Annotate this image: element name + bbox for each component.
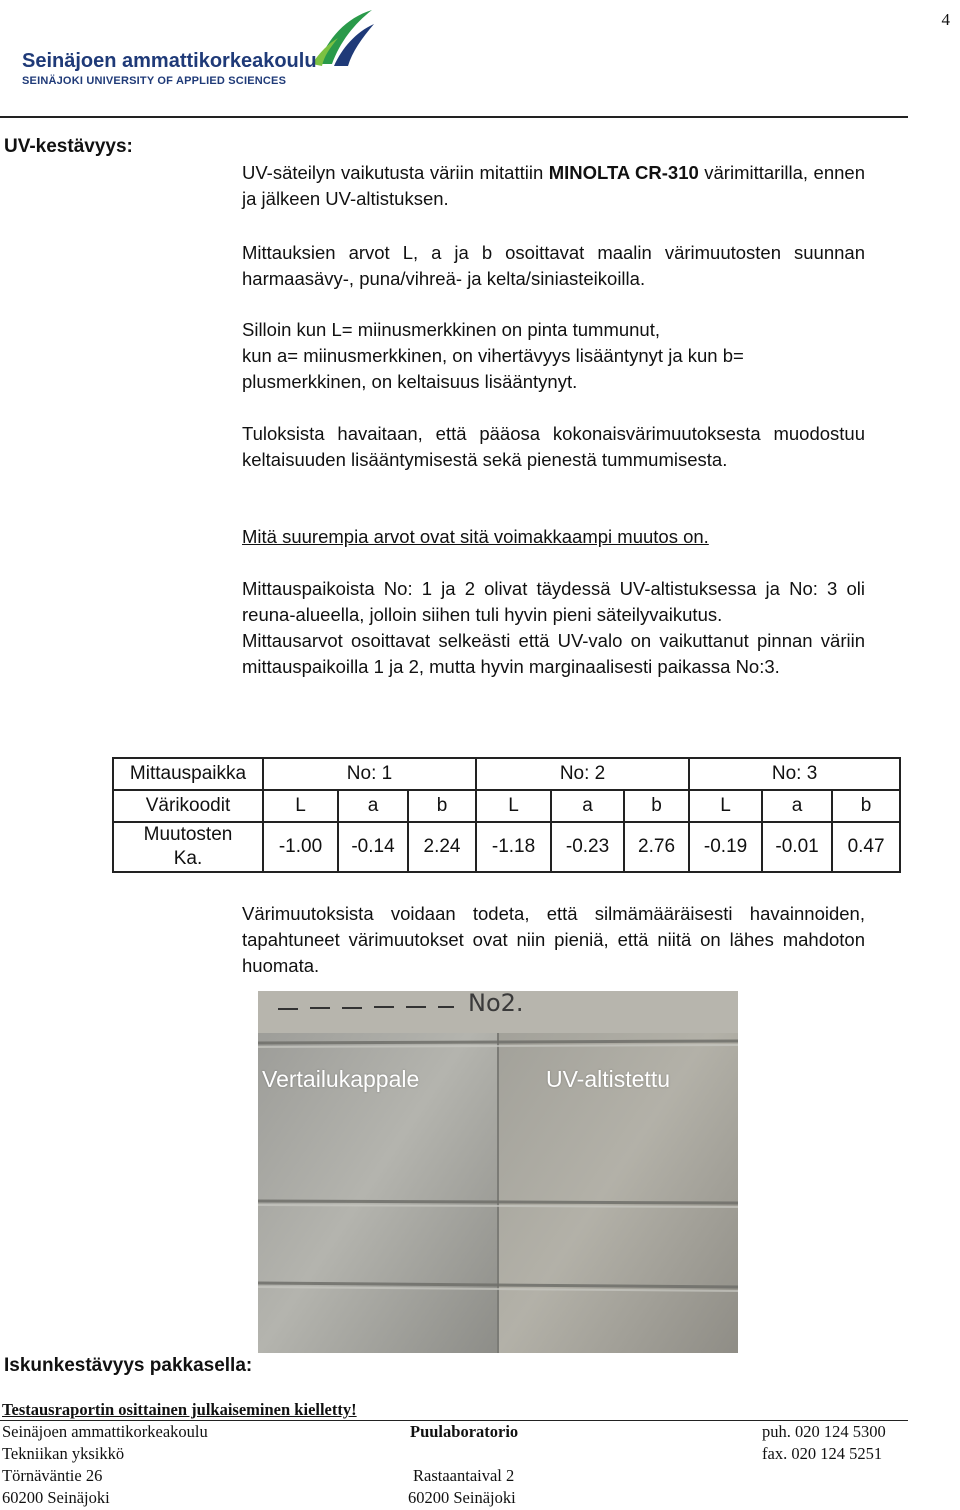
code-cell: L xyxy=(263,790,338,822)
color-change-table xyxy=(112,757,901,873)
impact-heading: Iskunkestävyys pakkasella: xyxy=(4,1355,253,1376)
footer-unit: Tekniikan yksikkö xyxy=(2,1444,125,1463)
footer-lab-postal: 60200 Seinäjoki xyxy=(408,1488,516,1507)
value-cell: 0.47 xyxy=(832,822,900,872)
footer-lab-street: Rastaantaival 2 xyxy=(413,1466,515,1485)
place-label: Mittauspaikka xyxy=(113,758,263,790)
change-label-line-1: Muutosten xyxy=(143,824,233,845)
uv-heading: UV-kestävyys: xyxy=(4,136,133,157)
value-cell: -1.18 xyxy=(476,822,551,872)
uv-paragraph-3 xyxy=(242,317,865,395)
value-cell: -0.14 xyxy=(338,822,408,872)
code-cell: a xyxy=(762,790,832,822)
panel-photo-image xyxy=(258,991,738,1353)
value-cell: 2.24 xyxy=(408,822,476,872)
logo-subtitle: SEINÄJOKI UNIVERSITY OF APPLIED SCIENCES xyxy=(22,75,287,87)
p7-text: Mittausarvot osoittavat selkeästi että UV-valo on vaikuttanut pinnan väriin mittauspaikoilla 1 ja 2, mutta hyvin marginaalisesti paikassa No:3. xyxy=(242,630,865,677)
p1-text-end: värimittarilla, ennen ja jälkeen UV-altistuksen. xyxy=(242,162,865,209)
footer-postal: 60200 Seinäjoki xyxy=(2,1488,110,1507)
logo-name: Seinäjoen ammattikorkeakoulu xyxy=(22,50,317,72)
instrument-name: MINOLTA CR-310 xyxy=(548,162,699,183)
footer-fax: fax. 020 124 5251 xyxy=(762,1444,883,1463)
table-row-codes xyxy=(113,790,900,822)
value-cell: -1.00 xyxy=(263,822,338,872)
footer-divider xyxy=(0,1420,908,1421)
code-cell: b xyxy=(832,790,900,822)
p6-text: Mittauspaikoista No: 1 ja 2 olivat täydessä UV-altistuksessa ja No: 3 oli reuna-alueella, jolloin siihen tuli hyvin pieni säteilyvaikutus. xyxy=(242,578,865,625)
conclusion-text: Värimuutoksista voidaan todeta, että silmämääräisesti havainnoiden, tapahtuneet värimuutokset ovat niin pieniä, että niitä on lähes mahdoton huomata. xyxy=(242,903,865,976)
value-cell: -0.23 xyxy=(551,822,624,872)
logo-swoosh-icon xyxy=(310,8,376,68)
p2-text: Mittauksien arvot L, a ja b osoittavat maalin värimuutosten suunnan harmaasävy-, puna/vihreä- ja kelta/siniasteikoilla. xyxy=(242,242,865,289)
uv-paragraph-6 xyxy=(242,576,865,680)
uv-paragraph-4 xyxy=(242,421,865,473)
code-cell: L xyxy=(476,790,551,822)
footer-phone: puh. 020 124 5300 xyxy=(762,1422,886,1441)
uv-paragraph-1 xyxy=(242,160,865,212)
code-cell: a xyxy=(551,790,624,822)
photo-label-reference: Vertailukappale xyxy=(262,1066,420,1092)
table-row-places xyxy=(113,758,900,790)
footer-notice: Testausraportin osittainen julkaiseminen kielletty! xyxy=(2,1400,357,1419)
code-cell: a xyxy=(338,790,408,822)
place-3: No: 3 xyxy=(689,758,900,790)
code-cell: b xyxy=(624,790,689,822)
conclusion-paragraph xyxy=(242,901,865,979)
footer-lab: Puulaboratorio xyxy=(410,1422,519,1441)
header-divider xyxy=(0,116,908,118)
p5-text: Mitä suurempia arvot ovat sitä voimakkaampi muutos on. xyxy=(242,526,709,547)
value-cell: -0.19 xyxy=(689,822,762,872)
uv-paragraph-5 xyxy=(242,524,865,550)
codes-label: Värikoodit xyxy=(113,790,263,822)
photo-label-uv-exposed: UV-altistettu xyxy=(546,1066,670,1092)
page-number: 4 xyxy=(941,10,950,29)
footer-school: Seinäjoen ammattikorkeakoulu xyxy=(2,1422,208,1441)
code-cell: L xyxy=(689,790,762,822)
code-cell: b xyxy=(408,790,476,822)
p3-line-2: kun a= miinusmerkkinen, on vihertävyys lisääntynyt ja kun b= xyxy=(242,345,744,366)
place-2: No: 2 xyxy=(476,758,689,790)
value-cell: -0.01 xyxy=(762,822,832,872)
value-cell: 2.76 xyxy=(624,822,689,872)
p1-text: UV-säteilyn vaikutusta väriin mitattiin xyxy=(242,162,549,183)
p4-text: Tuloksista havaitaan, että pääosa kokonaisvärimuutoksesta muodostuu keltaisuuden lisääntymisestä sekä pienestä tummumisesta. xyxy=(242,423,865,470)
table-row-values xyxy=(113,822,900,872)
school-logo xyxy=(22,8,362,88)
footer-street: Törnäväntie 26 xyxy=(2,1466,103,1485)
p3-line-1: Silloin kun L= miinusmerkkinen on pinta tummunut, xyxy=(242,319,661,340)
panel-photo xyxy=(258,991,738,1353)
place-1: No: 1 xyxy=(263,758,476,790)
p3-line-3: plusmerkkinen, on keltaisuus lisääntynyt. xyxy=(242,371,578,392)
change-label xyxy=(113,822,263,872)
change-label-line-2: Ka. xyxy=(173,848,203,869)
uv-paragraph-2 xyxy=(242,240,865,292)
photo-handwriting: No2. xyxy=(468,991,524,1017)
